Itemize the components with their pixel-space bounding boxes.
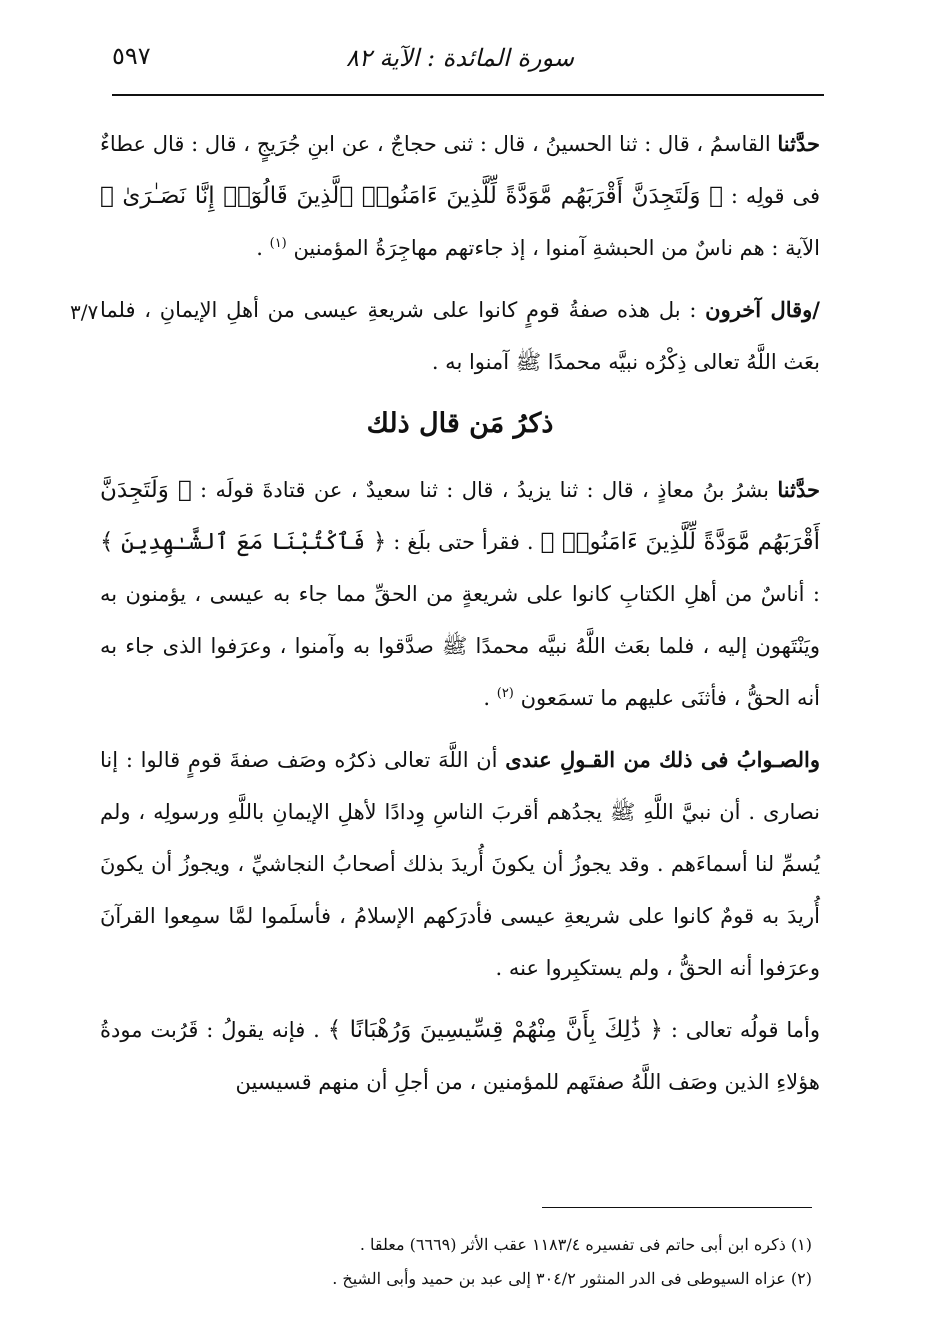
- quran-verse: ﴿ فَٱكْتُبْنَا مَعَ ٱلشَّـٰهِدِينَ ﴾: [100, 529, 387, 555]
- paragraph-2: [100, 284, 820, 388]
- header-title: سورة المائدة : الآية ٨٢: [346, 44, 574, 72]
- paragraph-lead: حدَّثنا: [777, 131, 820, 156]
- paragraph-lead: /وقال آخرون: [705, 297, 820, 322]
- section-heading: ذكرُ مَن قال ذلك: [366, 408, 554, 439]
- paragraph-text: : أناسٌ من أهلِ الكتابِ كانوا على شريعةٍ من الحقِّ مما جاء به عيسى ، يؤمنون به ويَنْتَهون إليه ، فلما بعَث اللَّهُ نبيَّه محمدًا ﷺ صدَّقوا به وآمنوا ، وعرَفوا الذى جاء به أنه الحقُّ ، فأثنَى عليهم ما تسمَعون: [100, 582, 820, 710]
- page-number: ٥٩٧: [112, 42, 151, 70]
- paragraph-end: .: [256, 236, 263, 260]
- paragraph-5: [100, 1004, 820, 1108]
- running-header: [112, 38, 824, 84]
- footnote-divider: [542, 1207, 812, 1208]
- quran-verse: ﴿ وَلَتَجِدَنَّ أَقْرَبَهُم مَّوَدَّةً لِّلَّذِينَ ءَامَنُوا۟ ﴾: [100, 477, 820, 555]
- paragraph-lead: حدَّثنا: [777, 477, 820, 502]
- footnote-marker: (٢): [496, 686, 514, 701]
- main-text: [100, 118, 820, 1118]
- paragraph-text: . فقرأ حتى بلَغ :: [386, 530, 534, 554]
- paragraph-text: : بل هذه صفةُ قومٍ كانوا على شريعةِ عيسى من أهلِ الإيمانِ ، فلما بعَث اللَّهُ تعالى ذِكْرُه نبيَّه محمدًا ﷺ آمنوا به .: [100, 298, 820, 374]
- paragraph-text: وأما قولُه تعالى :: [662, 1018, 820, 1042]
- margin-reference: ٣/٧: [70, 300, 99, 324]
- paragraph-3: [100, 464, 820, 724]
- quran-verse: ﴿ ذَٰلِكَ بِأَنَّ مِنْهُمْ قِسِّيسِينَ وَرُهْبَانًا ﴾: [327, 1017, 663, 1043]
- footnote-marker: (١): [269, 236, 287, 251]
- paragraph-text: القاسمُ ، قال : ثنا الحسينُ ، قال : ثنى حجاجٌ ، عن ابنِ جُرَيجٍ ، قال : قال عطاءٌ فى قولِه :: [100, 132, 820, 208]
- footnotes: [200, 1228, 812, 1296]
- paragraph-1: [100, 118, 820, 274]
- paragraph-text: أن اللَّهَ تعالى ذكرُه وصَف صفةَ قومٍ قالوا : إنا نصارى . أن نبيَّ اللَّهِ ﷺ يجدُهم أقربَ الناسِ وِدادًا لأهلِ الإيمانِ باللَّهِ ورسولِه ، ولم يُسمِّ لنا أسماءَهم . وقد يجوزُ أن يكونَ أُريدَ بذلك أصحابُ النجاشيِّ ، ويجوزُ أن يكونَ أُريدَ به قومٌ كانوا على شريعةِ عيسى فأدرَكهم الإسلامُ ، فأسلَموا لمَّا سمِعوا القرآنَ وعرَفوا أنه الحقُّ ، ولم يستكبِروا عنه .: [100, 748, 820, 980]
- paragraph-lead: والصـوابُ فى ذلك من القـولِ عندى: [505, 747, 820, 772]
- header-divider: [112, 94, 824, 96]
- paragraph-end: .: [483, 686, 491, 710]
- footnote-2: (٢) عزاه السيوطى فى الدر المنثور ٣٠٤/٢ إلى عبد بن حميد وأبى الشيخ .: [332, 1269, 812, 1288]
- quran-verse: ﴿ وَلَتَجِدَنَّ أَقْرَبَهُم مَّوَدَّةً لِّلَّذِينَ ءَامَنُوا۟ ٱلَّذِينَ قَالُوٓا۟ إِنَّا نَصَـٰرَىٰ ﴾: [100, 183, 723, 209]
- paragraph-text: الآية : هم ناسٌ من الحبشةِ آمنوا ، إذ جاءتهم مهاجِرَةُ المؤمنين: [293, 236, 820, 260]
- paragraph-4: [100, 734, 820, 994]
- footnote-1: (١) ذكره ابن أبى حاتم فى تفسيره ١١٨٣/٤ عقب الأثر (٦٦٦٩) معلقا .: [359, 1235, 812, 1254]
- paragraph-text: بشرُ بنُ معاذٍ ، قال : ثنا يزيدُ ، قال : ثنا سعيدٌ ، عن قتادةَ قولَه :: [191, 478, 770, 502]
- paragraph-text: . فإنه يقولُ : قَرُبت مودةُ هؤلاءِ الذين وصَف اللَّهُ صفتَهم للمؤمنين ، من أجلِ أن منهم قسيسين: [100, 1018, 820, 1094]
